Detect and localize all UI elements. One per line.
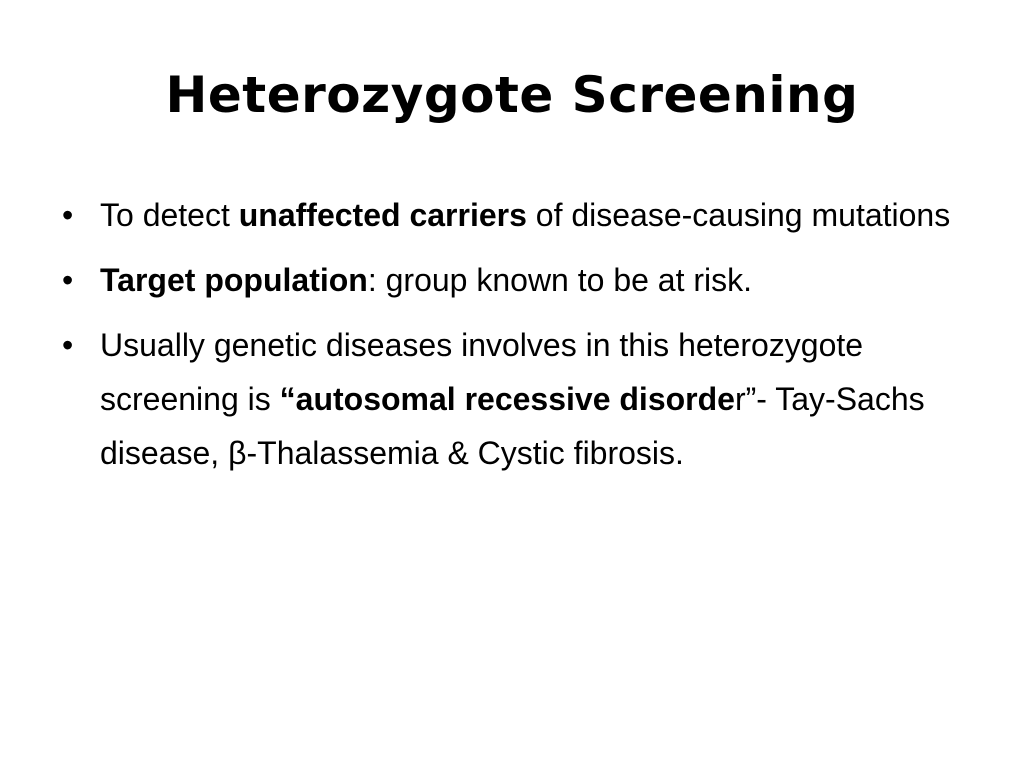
bullet-dot-icon: •: [62, 262, 74, 298]
bullet-emphasis: Target population: [100, 262, 368, 298]
bullet-dot-icon: •: [62, 197, 74, 233]
bullet-text: To detect: [100, 197, 239, 233]
bullet-text: Usually genetic diseases involves in this heterozygote screening is: [100, 327, 864, 417]
bullet-emphasis: “autosomal recessive disorde: [279, 381, 735, 417]
bullet-list: [62, 188, 962, 491]
bullet-item-carriers: [62, 188, 962, 242]
slide-title: Heterozygote Screening: [165, 66, 859, 124]
bullet-dot-icon: •: [62, 327, 74, 363]
bullet-item-target-population: [62, 253, 962, 307]
bullet-text: r”- Tay-Sachs disease, β-Thalassemia & Cystic fibrosis.: [100, 381, 925, 471]
bullet-text: : group known to be at risk.: [367, 262, 753, 298]
bullet-emphasis: unaffected carriers: [238, 197, 527, 233]
bullet-item-genetic-diseases: [62, 318, 962, 480]
bullet-text: of disease-causing mutations: [526, 197, 951, 233]
